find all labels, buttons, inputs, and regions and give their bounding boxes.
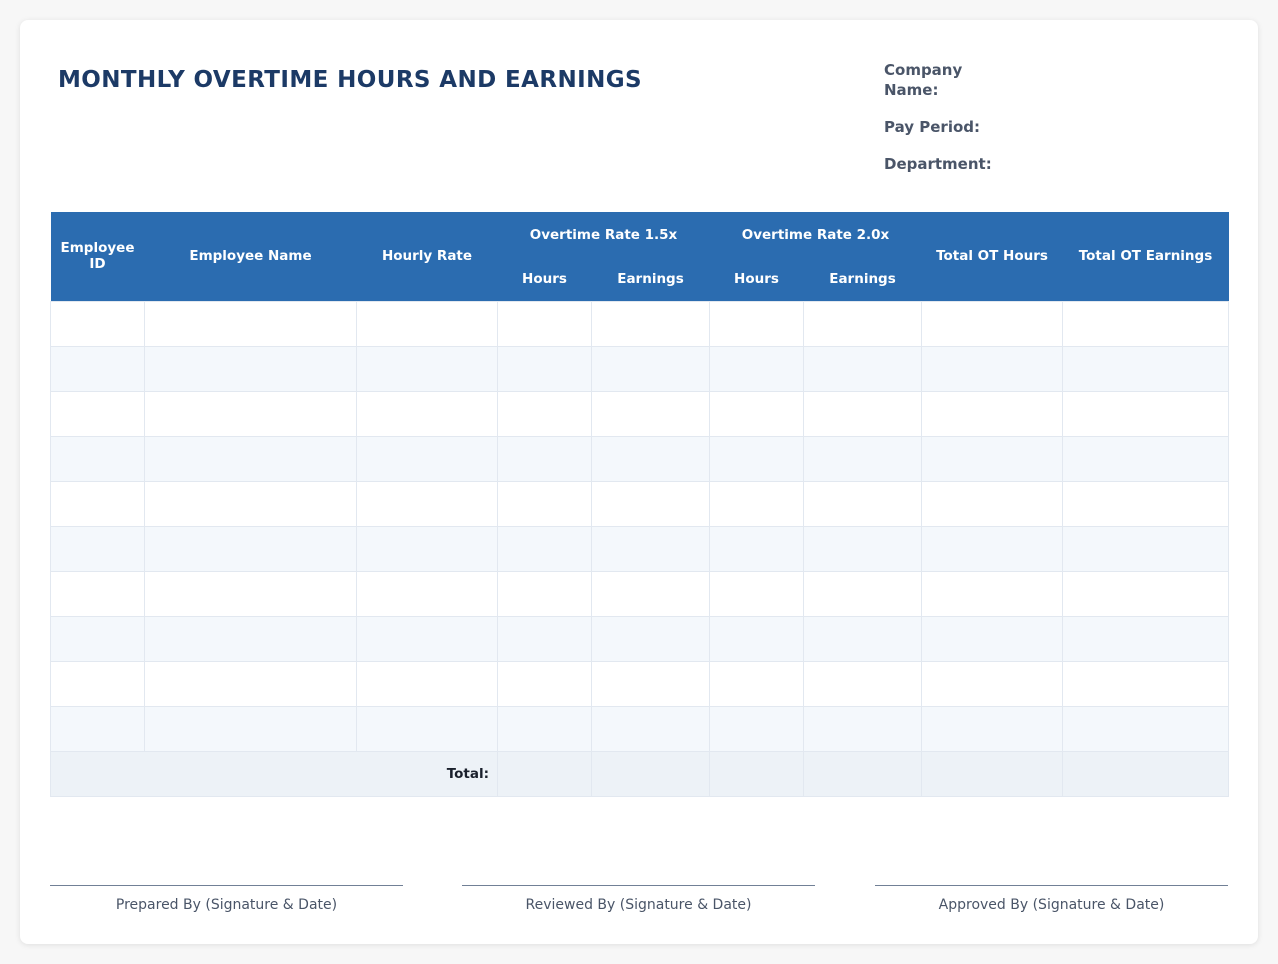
total-ot-earnings-cell[interactable]	[1063, 616, 1229, 661]
total-ot-hours-cell[interactable]	[922, 526, 1063, 571]
header-employee-name: Employee Name	[145, 212, 357, 301]
overtime-table	[50, 212, 1229, 797]
ot20-earnings-cell[interactable]	[804, 706, 922, 751]
ot20-hours-cell[interactable]	[710, 391, 804, 436]
ot20-hours-cell[interactable]	[710, 616, 804, 661]
ot20-earnings-cell[interactable]	[804, 616, 922, 661]
total-ot-hours-cell[interactable]	[922, 301, 1063, 346]
total-ot20-earnings-cell[interactable]	[804, 751, 922, 796]
total-ot-hours-cell[interactable]	[922, 751, 1063, 796]
ot20-earnings-cell[interactable]	[804, 571, 922, 616]
employee-name-cell[interactable]	[145, 661, 357, 706]
header-ot-rate-15: Overtime Rate 1.5x	[498, 212, 710, 257]
ot15-hours-cell[interactable]	[498, 616, 592, 661]
total-ot15-hours-cell[interactable]	[498, 751, 592, 796]
employee-id-cell[interactable]	[51, 391, 145, 436]
ot15-hours-cell[interactable]	[498, 481, 592, 526]
header-total-ot-earnings: Total OT Earnings	[1063, 212, 1229, 301]
total-ot-hours-cell[interactable]	[922, 706, 1063, 751]
employee-name-cell[interactable]	[145, 526, 357, 571]
pay-period-label: Pay Period:	[884, 118, 980, 136]
approved-by-signature: Approved By (Signature & Date)	[875, 885, 1228, 913]
employee-id-cell[interactable]	[51, 481, 145, 526]
employee-name-cell[interactable]	[145, 571, 357, 616]
company-info	[884, 60, 994, 191]
reviewed-by-signature: Reviewed By (Signature & Date)	[462, 885, 815, 913]
department-label: Department:	[884, 155, 992, 173]
table-row	[51, 526, 1229, 571]
header-ot20-hours: Hours	[710, 257, 804, 301]
ot15-earnings-cell[interactable]	[592, 616, 710, 661]
page-title: MONTHLY OVERTIME HOURS AND EARNINGS	[58, 67, 642, 93]
total-ot-earnings-cell[interactable]	[1063, 481, 1229, 526]
hourly-rate-cell[interactable]	[357, 481, 498, 526]
employee-id-cell[interactable]	[51, 571, 145, 616]
total-ot-earnings-cell[interactable]	[1063, 661, 1229, 706]
ot20-hours-cell[interactable]	[710, 571, 804, 616]
ot15-hours-cell[interactable]	[498, 661, 592, 706]
employee-name-cell[interactable]	[145, 616, 357, 661]
prepared-by-signature: Prepared By (Signature & Date)	[50, 885, 403, 913]
hourly-rate-cell[interactable]	[357, 571, 498, 616]
ot15-hours-cell[interactable]	[498, 526, 592, 571]
header-total-ot-hours: Total OT Hours	[922, 212, 1063, 301]
employee-name-cell[interactable]	[145, 436, 357, 481]
total-ot-earnings-cell[interactable]	[1063, 526, 1229, 571]
ot15-hours-cell[interactable]	[498, 301, 592, 346]
table-row	[51, 481, 1229, 526]
employee-name-cell[interactable]	[145, 301, 357, 346]
ot15-earnings-cell[interactable]	[592, 391, 710, 436]
ot15-earnings-cell[interactable]	[592, 301, 710, 346]
hourly-rate-cell[interactable]	[357, 706, 498, 751]
total-label: Total:	[51, 751, 498, 796]
ot20-earnings-cell[interactable]	[804, 391, 922, 436]
ot20-hours-cell[interactable]	[710, 436, 804, 481]
total-ot-earnings-cell[interactable]	[1063, 706, 1229, 751]
ot20-hours-cell[interactable]	[710, 706, 804, 751]
employee-id-cell[interactable]	[51, 436, 145, 481]
employee-name-cell[interactable]	[145, 391, 357, 436]
hourly-rate-cell[interactable]	[357, 526, 498, 571]
ot15-hours-cell[interactable]	[498, 436, 592, 481]
ot15-earnings-cell[interactable]	[592, 526, 710, 571]
total-ot-earnings-cell[interactable]	[1063, 571, 1229, 616]
ot20-hours-cell[interactable]	[710, 346, 804, 391]
total-row	[51, 751, 1229, 796]
total-ot-earnings-cell[interactable]	[1063, 301, 1229, 346]
employee-id-cell[interactable]	[51, 301, 145, 346]
employee-id-cell[interactable]	[51, 616, 145, 661]
ot20-earnings-cell[interactable]	[804, 526, 922, 571]
ot15-earnings-cell[interactable]	[592, 436, 710, 481]
header-hourly-rate: Hourly Rate	[357, 212, 498, 301]
report-card	[20, 20, 1258, 944]
hourly-rate-cell[interactable]	[357, 436, 498, 481]
ot20-earnings-cell[interactable]	[804, 301, 922, 346]
total-ot-hours-cell[interactable]	[922, 616, 1063, 661]
hourly-rate-cell[interactable]	[357, 346, 498, 391]
total-ot-earnings-cell[interactable]	[1063, 346, 1229, 391]
header-employee-id: Employee ID	[51, 212, 145, 301]
ot15-earnings-cell[interactable]	[592, 481, 710, 526]
hourly-rate-cell[interactable]	[357, 391, 498, 436]
ot20-hours-cell[interactable]	[710, 661, 804, 706]
total-ot-hours-cell[interactable]	[922, 481, 1063, 526]
table-row	[51, 436, 1229, 481]
header-row	[51, 212, 1229, 257]
ot15-hours-cell[interactable]	[498, 346, 592, 391]
hourly-rate-cell[interactable]	[357, 661, 498, 706]
ot20-earnings-cell[interactable]	[804, 481, 922, 526]
ot15-earnings-cell[interactable]	[592, 346, 710, 391]
ot20-hours-cell[interactable]	[710, 481, 804, 526]
employee-id-cell[interactable]	[51, 661, 145, 706]
table-row	[51, 706, 1229, 751]
table-row	[51, 346, 1229, 391]
hourly-rate-cell[interactable]	[357, 301, 498, 346]
hourly-rate-cell[interactable]	[357, 616, 498, 661]
ot15-hours-cell[interactable]	[498, 571, 592, 616]
ot20-earnings-cell[interactable]	[804, 436, 922, 481]
total-ot-hours-cell[interactable]	[922, 571, 1063, 616]
employee-name-cell[interactable]	[145, 706, 357, 751]
ot15-hours-cell[interactable]	[498, 391, 592, 436]
employee-id-cell[interactable]	[51, 526, 145, 571]
table-body	[51, 301, 1229, 796]
total-ot15-earnings-cell[interactable]	[592, 751, 710, 796]
table-row	[51, 616, 1229, 661]
ot20-hours-cell[interactable]	[710, 301, 804, 346]
total-ot-earnings-cell[interactable]	[1063, 391, 1229, 436]
ot20-hours-cell[interactable]	[710, 526, 804, 571]
ot15-earnings-cell[interactable]	[592, 661, 710, 706]
total-ot-hours-cell[interactable]	[922, 391, 1063, 436]
total-ot20-hours-cell[interactable]	[710, 751, 804, 796]
total-ot-earnings-cell[interactable]	[1063, 436, 1229, 481]
employee-id-cell[interactable]	[51, 346, 145, 391]
ot15-earnings-cell[interactable]	[592, 706, 710, 751]
header-ot15-hours: Hours	[498, 257, 592, 301]
ot15-earnings-cell[interactable]	[592, 571, 710, 616]
total-ot-earnings-cell[interactable]	[1063, 751, 1229, 796]
table-row	[51, 391, 1229, 436]
table-row	[51, 571, 1229, 616]
ot20-earnings-cell[interactable]	[804, 346, 922, 391]
total-ot-hours-cell[interactable]	[922, 436, 1063, 481]
table-row	[51, 301, 1229, 346]
employee-id-cell[interactable]	[51, 706, 145, 751]
ot20-earnings-cell[interactable]	[804, 661, 922, 706]
employee-name-cell[interactable]	[145, 481, 357, 526]
employee-name-cell[interactable]	[145, 346, 357, 391]
header-ot-rate-20: Overtime Rate 2.0x	[710, 212, 922, 257]
company-name-label: Company Name:	[884, 61, 963, 99]
total-ot-hours-cell[interactable]	[922, 346, 1063, 391]
header-ot20-earnings: Earnings	[804, 257, 922, 301]
signature-section	[50, 885, 1228, 925]
table-row	[51, 661, 1229, 706]
header-ot15-earnings: Earnings	[592, 257, 710, 301]
total-ot-hours-cell[interactable]	[922, 661, 1063, 706]
ot15-hours-cell[interactable]	[498, 706, 592, 751]
